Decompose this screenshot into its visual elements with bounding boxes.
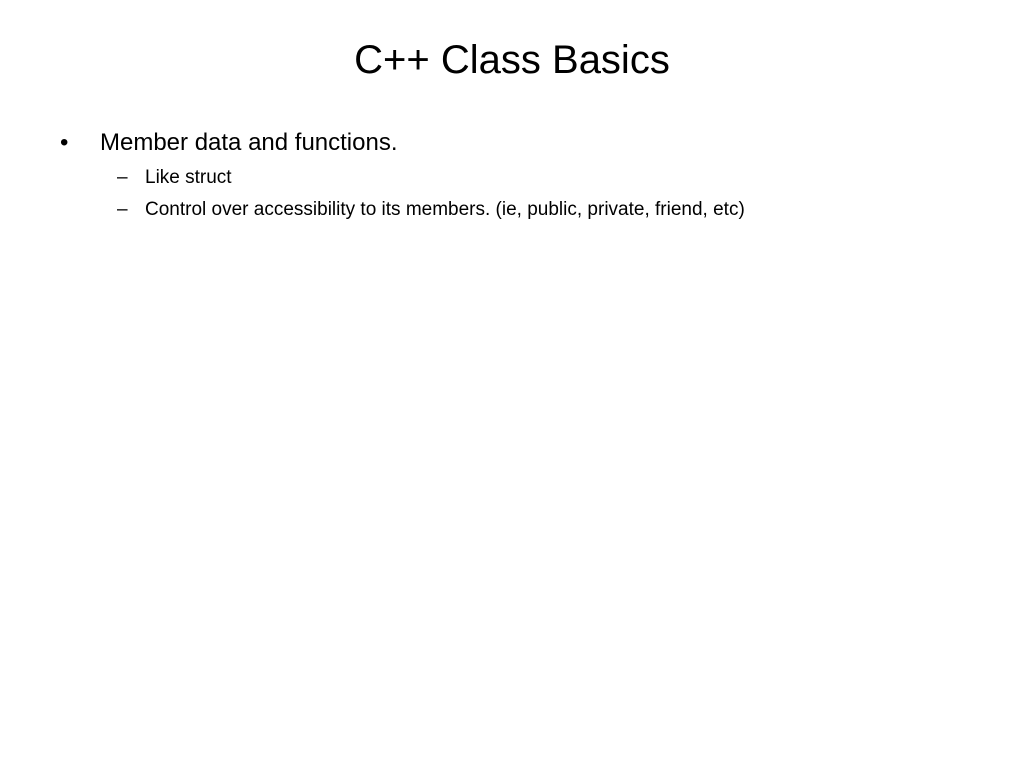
sub-bullet-text: Control over accessibility to its members. (ie, public, private, friend, etc) — [145, 199, 745, 220]
sub-bullet-item — [56, 194, 976, 226]
sub-bullet-item — [56, 162, 976, 194]
bullet-item — [56, 126, 976, 160]
sub-bullet-list — [56, 162, 976, 226]
bullet-text: Member data and functions. — [100, 129, 398, 156]
slide-content — [56, 126, 976, 226]
dash-marker: – — [117, 199, 128, 220]
sub-bullet-text: Like struct — [145, 167, 232, 188]
dash-marker: – — [117, 167, 128, 188]
slide-title: C++ Class Basics — [354, 38, 670, 82]
bullet-marker: • — [60, 129, 69, 156]
